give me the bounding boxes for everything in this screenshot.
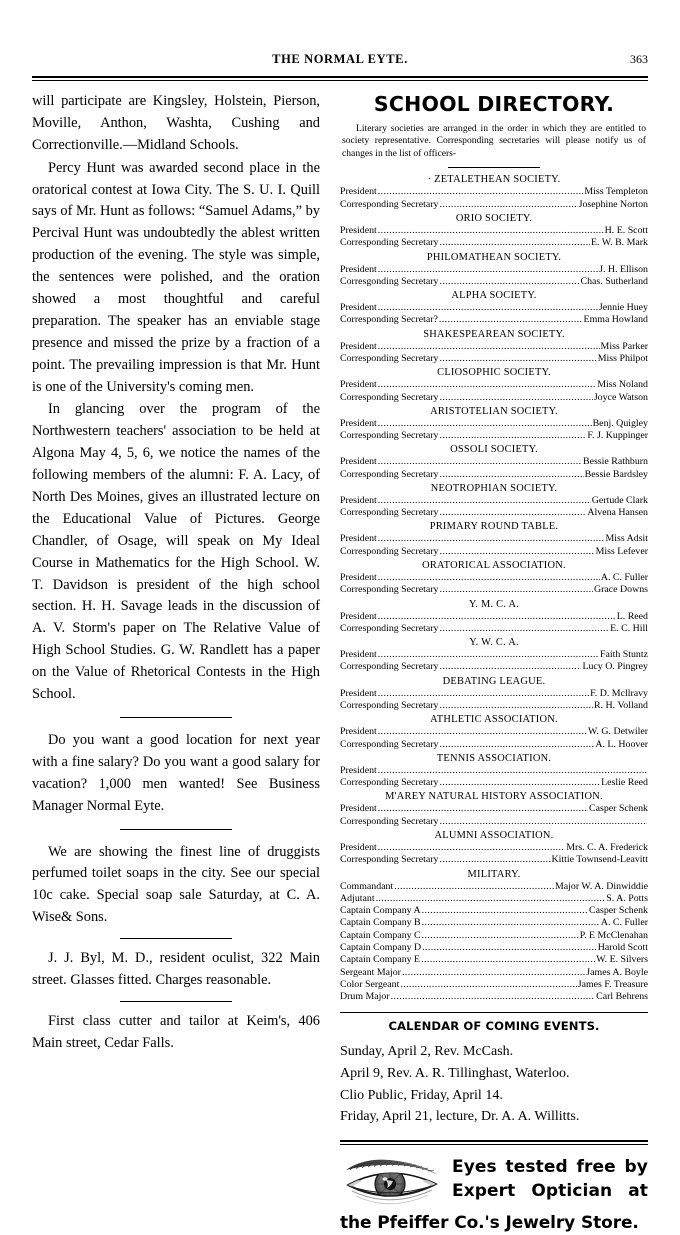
directory-entry	[340, 392, 648, 404]
society-name: ORATORICAL ASSOCIATION.	[422, 560, 566, 572]
entry-leader-dots	[391, 991, 596, 1003]
entry-role: Commandant	[340, 880, 394, 892]
society-block	[340, 868, 648, 1004]
article-divider	[120, 829, 232, 830]
article-byl-oculist-ad: J. J. Byl, M. D., resident oculist, 322 Main street. Glasses fitted. Charges reasonable.	[32, 950, 320, 988]
directory-entry	[340, 842, 648, 854]
entry-person: Miss Templeton	[584, 186, 648, 198]
society-name: OSSOLI SOCIETY.	[450, 444, 538, 456]
society-name: ORIO SOCIETY.	[455, 212, 533, 224]
entry-leader-dots	[421, 954, 595, 966]
entry-leader-dots	[439, 661, 581, 673]
society-block	[340, 251, 648, 289]
entry-person: Bessie Rathburn	[582, 456, 648, 468]
entry-person: Miss Philpot	[597, 352, 648, 364]
entry-leader-dots	[378, 611, 616, 623]
optician-advertisement[interactable]	[340, 1153, 648, 1235]
directory-entry	[340, 816, 648, 828]
entry-role: Corresponding Secretary	[340, 738, 439, 750]
entry-person: Grace Downs	[593, 584, 648, 596]
entry-leader-dots	[439, 469, 583, 481]
calendar-event: Sunday, April 2, Rev. McCash.	[340, 1044, 514, 1060]
directory-entry	[340, 314, 648, 326]
entry-role: President	[340, 841, 377, 853]
entry-role: President	[340, 186, 377, 198]
entry-role: Captain Company A	[340, 905, 421, 917]
entry-person: Casper Schenk	[589, 905, 648, 917]
entry-leader-dots	[378, 572, 600, 584]
entry-leader-dots	[394, 881, 554, 893]
entry-person: Leslie Reed	[601, 777, 648, 789]
society-name: M'AREY NATURAL HISTORY ASSOCIATION.	[385, 791, 603, 803]
entry-person: Harold Scott	[597, 941, 648, 953]
entry-role: President	[340, 456, 377, 468]
article-business-manager-ad: Do you want a good location for next year with a fine salary? Do you want a good salary for vacation? 1,000 men wanted! See Business Manager Normal Eyte.	[32, 731, 320, 814]
entry-role: President	[340, 803, 377, 815]
entry-person: Miss Parker	[600, 340, 648, 352]
running-head	[32, 52, 648, 74]
article-midland-schools: will participate are Kingsley, Holstein, Pierson, Moville, Anthon, Washta, Cushing and Correctionville.—Midland Schools.	[32, 93, 320, 153]
entry-role: Corresponding Secretar?	[340, 314, 438, 326]
left-column	[32, 91, 320, 1055]
directory-entry	[340, 379, 648, 391]
entry-leader-dots	[439, 816, 647, 828]
society-block	[340, 366, 648, 404]
entry-leader-dots	[422, 905, 588, 917]
directory-entry	[340, 930, 648, 942]
article-wise-soap-ad: We are showing the finest line of druggists perfumed toilet soaps in the city. See our special 10c cake. Special soap sale Saturday, at C. A. Wise& Sons.	[32, 843, 320, 926]
directory-entry	[340, 456, 648, 468]
entry-person: P. E McClenahan	[579, 929, 648, 941]
entry-leader-dots	[439, 700, 593, 712]
entry-leader-dots	[378, 379, 596, 391]
entry-leader-dots	[402, 967, 585, 979]
entry-role: Corresponding Secretary	[340, 777, 439, 789]
society-block	[340, 675, 648, 713]
entry-person: A. L. Hoover	[595, 738, 648, 750]
society-block	[340, 328, 648, 366]
directory-entry	[340, 341, 648, 353]
entry-leader-dots	[439, 777, 600, 789]
entry-leader-dots	[378, 302, 598, 314]
society-name: PHILOMATHEAN SOCIETY.	[426, 251, 562, 263]
directory-entry	[340, 979, 648, 991]
directory-entry	[340, 942, 648, 954]
calendar-divider	[340, 1012, 648, 1013]
directory-entry	[340, 611, 648, 623]
society-name: TENNIS ASSOCIATION.	[436, 752, 552, 764]
directory-entry	[340, 777, 648, 789]
entry-person: J. H. Ellison	[599, 263, 648, 275]
entry-role: Corresponding Secretary	[340, 391, 439, 403]
entry-role: Corresponding Secretary	[340, 545, 439, 557]
directory-entry	[340, 803, 648, 815]
directory-entry	[340, 967, 648, 979]
entry-leader-dots	[422, 942, 597, 954]
directory-entry	[340, 954, 648, 966]
entry-leader-dots	[378, 533, 605, 545]
entry-role: Corresponding Secretary	[340, 815, 439, 827]
entry-role: President	[340, 417, 377, 429]
entry-leader-dots	[439, 507, 586, 519]
entry-person: H. E. Scott	[604, 224, 648, 236]
entry-role: Corresponding Secretary	[340, 430, 439, 442]
entry-leader-dots	[439, 199, 577, 211]
entry-person: Benj. Quigley	[592, 417, 648, 429]
entry-person: Gertude Clark	[591, 494, 648, 506]
entry-person: Faith Stuntz	[599, 649, 648, 661]
entry-role: Captain Company E	[340, 954, 421, 966]
article-divider	[120, 717, 232, 718]
society-block	[340, 443, 648, 481]
entry-person: Bessie Bardsley	[584, 468, 648, 480]
advertisement-divider	[340, 1140, 648, 1145]
society-block	[340, 212, 648, 250]
entry-leader-dots	[378, 225, 604, 237]
society-name: MILITARY.	[467, 868, 521, 880]
entry-person: F. J. Kuppinger	[587, 430, 648, 442]
entry-person: James F. Treasure	[577, 978, 648, 990]
society-block	[340, 790, 648, 828]
entry-leader-dots	[439, 392, 592, 404]
society-name: · ZETALETHEAN SOCIETY.	[427, 174, 561, 186]
directory-entry	[340, 430, 648, 442]
directory-entry	[340, 495, 648, 507]
article-northwestern-program: In glancing over the program of the Northwestern teachers' association to be held at Algona May 4, 5, 6, we notice the names of the following members of the alumni: F. A. Lacy, of North Des Moines, gives an illustrated lecture on the Educational Value of Pictures. George Chandler, of Osage, will speak on My Ideal Course in Mathematics for the High School. W. T. Davidson is president of the high school section. H. H. Savage leads in the discussion of A. V. Storm's paper on The Relative Value of High School Studies. G. W. Randlett has a paper on the Value of Rhetorical Contests in the High School.	[32, 401, 320, 703]
entry-person: Joyce Watson	[593, 391, 648, 403]
entry-person: A. C. Fuller	[600, 572, 648, 584]
entry-role: Captain Company B	[340, 917, 421, 929]
directory-entry	[340, 199, 648, 211]
entry-leader-dots	[439, 237, 589, 249]
entry-leader-dots	[378, 803, 588, 815]
entry-role: President	[340, 764, 377, 776]
header-divider	[32, 76, 648, 81]
directory-entry	[340, 688, 648, 700]
entry-leader-dots	[439, 276, 579, 288]
society-name: ATHLETIC ASSOCIATION.	[430, 714, 558, 726]
directory-entry	[340, 726, 648, 738]
society-block	[340, 289, 648, 327]
entry-leader-dots	[439, 623, 609, 635]
directory-entry	[340, 584, 648, 596]
society-block	[340, 752, 648, 790]
entry-leader-dots	[378, 842, 566, 854]
entry-person: A. C. Fuller	[600, 917, 648, 929]
entry-role: Corresponding Secretary	[340, 661, 439, 673]
entry-role: Corresponding Secretary	[340, 352, 439, 364]
entry-role: President	[340, 533, 377, 545]
directory-entry	[340, 649, 648, 661]
entry-person: E. W. B. Mark	[590, 237, 648, 249]
ad-line-1: Eyes tested free by	[452, 1157, 648, 1178]
directory-entry	[340, 991, 648, 1003]
entry-person: Miss Noland	[597, 379, 648, 391]
entry-person: Jennie Huey	[598, 302, 648, 314]
entry-leader-dots	[439, 546, 594, 558]
entry-leader-dots	[422, 930, 579, 942]
calendar-event: April 9, Rev. A. R. Tillinghast, Waterloo.	[340, 1066, 570, 1082]
entry-person: Miss Lefever	[595, 545, 648, 557]
entry-role: Drum Major	[340, 991, 390, 1003]
eye-illustration-icon	[340, 1154, 444, 1210]
ad-line-3: the Pfeiffer Co.'s Jewelry Store.	[340, 1213, 639, 1234]
entry-person: Casper Schenk	[589, 803, 648, 815]
directory-entry	[340, 533, 648, 545]
directory-entry	[340, 917, 648, 929]
entry-person: S. A. Potts	[606, 892, 648, 904]
entry-role: President	[340, 572, 377, 584]
society-block	[340, 559, 648, 597]
entry-person: Kittie Townsend-Leavitt	[551, 854, 648, 866]
article-percy-hunt: Percy Hunt was awarded second place in the oratorical contest at Iowa City. The S. U. I. Quill says of Mr. Hunt as follows: “Samuel Adams,” by Percival Hunt was undoubtedly the ablest written production of the evening. The style was simple, the sentences were polished, and the oration showed a most thoughtful and careful preparation. The speaker has an enviable stage presence and missed the prize by a fraction of a point. The prevailing impression is that Mr. Hunt is one of the University's coming men.	[32, 159, 320, 395]
entry-role: Corresponding Secretary	[340, 237, 439, 249]
school-directory-intro: Literary societies are arranged in the order in which they are entitled to society representative. Corresponding secretaries will please notify us of changes in the list of officers-	[342, 123, 646, 159]
entry-leader-dots	[376, 893, 606, 905]
society-block	[340, 482, 648, 520]
entry-leader-dots	[378, 688, 589, 700]
entry-person: F. D. Mcllravy	[590, 687, 648, 699]
entry-role: President	[340, 687, 377, 699]
publication-title: THE NORMAL EYTE.	[272, 52, 408, 66]
directory-entry	[340, 893, 648, 905]
directory-entry	[340, 905, 648, 917]
society-name: DEBATING LEAGUE.	[442, 675, 546, 687]
entry-leader-dots	[378, 726, 587, 738]
entry-leader-dots	[439, 584, 593, 596]
entry-role: President	[340, 494, 377, 506]
entry-person: R. H. Volland	[594, 700, 648, 711]
society-name: Y. M. C. A.	[468, 598, 520, 610]
entry-role: Corresponding Secretary	[340, 198, 439, 210]
entry-leader-dots	[378, 341, 600, 353]
entry-role: President	[340, 224, 377, 236]
directory-divider	[448, 167, 540, 168]
entry-leader-dots	[439, 430, 586, 442]
entry-role: Corresponding Secretary	[340, 622, 439, 634]
directory-entry	[340, 739, 648, 751]
society-name: Y. W. C. A.	[469, 637, 519, 649]
entry-person: Josephine Norton	[578, 198, 648, 210]
entry-role: Color Sergeant	[340, 978, 400, 990]
directory-entry	[340, 353, 648, 365]
society-name: NEOTROPHIAN SOCIETY.	[430, 482, 558, 494]
right-column	[340, 91, 648, 1235]
entry-leader-dots	[439, 854, 550, 866]
directory-entry	[340, 507, 648, 519]
entry-person: E. C. Hill	[610, 622, 648, 634]
society-name: CLIOSOPHIC SOCIETY.	[437, 367, 551, 379]
entry-person: Lucy O. Pingrey	[582, 661, 648, 673]
directory-entry	[340, 623, 648, 635]
directory-entry	[340, 881, 648, 893]
entry-person: Miss Adsit	[605, 533, 648, 545]
society-block	[340, 829, 648, 867]
directory-entry	[340, 237, 648, 249]
page-number: 363	[630, 52, 648, 66]
entry-role: Sergeant Major	[340, 966, 401, 978]
entry-role: Captain Company C	[340, 929, 421, 941]
society-name: SHAKESPEAREAN SOCIETY.	[423, 328, 565, 340]
entry-leader-dots	[439, 739, 594, 751]
directory-entry	[340, 469, 648, 481]
entry-person: Emma Howland	[583, 314, 648, 326]
entry-person: Alvena Hansen	[587, 507, 648, 519]
ad-line-2: Expert Optician at	[452, 1181, 648, 1202]
calendar-event: Clio Public, Friday, April 14.	[340, 1087, 503, 1103]
entry-role: President	[340, 302, 377, 314]
entry-leader-dots	[378, 264, 598, 276]
entry-role: President	[340, 263, 377, 275]
society-block	[340, 713, 648, 751]
entry-role: Corresgonding Secretary	[340, 275, 439, 287]
directory-entry	[340, 225, 648, 237]
directory-entry	[340, 276, 648, 288]
entry-person: Chas. Sutherland	[580, 275, 648, 287]
entry-person: W. E. Silvers	[596, 954, 648, 966]
entry-role: Corresponding Secretary	[340, 854, 439, 866]
directory-list	[340, 173, 648, 1003]
entry-leader-dots	[378, 765, 647, 777]
entry-role: Captain Company D	[340, 941, 422, 953]
entry-leader-dots	[439, 314, 583, 326]
entry-person: Major W. A. Dinwiddie	[555, 880, 648, 892]
entry-role: President	[340, 379, 377, 391]
society-name: ALPHA SOCIETY.	[451, 290, 537, 302]
school-directory-title: SCHOOL DIRECTORY.	[373, 92, 615, 116]
entry-role: Corresponding Secretary	[340, 700, 439, 711]
society-name: ALUMNI ASSOCIATION.	[434, 829, 554, 841]
society-block	[340, 520, 648, 558]
directory-entry	[340, 418, 648, 430]
entry-person: Mrs. C. A. Frederick	[566, 841, 648, 853]
entry-leader-dots	[378, 456, 582, 468]
entry-role: Corresponding Secretary	[340, 468, 439, 480]
directory-entry	[340, 765, 648, 777]
entry-role: Corresponding Secretary	[340, 507, 439, 519]
directory-entry	[340, 264, 648, 276]
society-name: PRIMARY ROUND TABLE.	[429, 521, 559, 533]
society-block	[340, 405, 648, 443]
entry-leader-dots	[439, 353, 596, 365]
society-block	[340, 173, 648, 211]
calendar-list	[340, 1041, 648, 1128]
entry-role: Adjutant	[340, 892, 375, 904]
directory-entry	[340, 661, 648, 673]
entry-leader-dots	[378, 495, 591, 507]
article-keim-tailor-ad: First class cutter and tailor at Keim's, 406 Main street, Cedar Falls.	[32, 1012, 320, 1051]
article-divider	[120, 938, 232, 939]
entry-leader-dots	[422, 917, 600, 929]
calendar-title: CALENDAR OF COMING EVENTS.	[388, 1019, 600, 1034]
entry-role: President	[340, 340, 377, 352]
entry-person: James A. Boyle	[586, 966, 648, 978]
entry-person: Carl Behrens	[596, 991, 648, 1003]
entry-role: President	[340, 649, 377, 661]
directory-entry	[340, 572, 648, 584]
society-block	[340, 636, 648, 674]
directory-entry	[340, 854, 648, 866]
directory-entry	[340, 546, 648, 558]
entry-role: President	[340, 610, 377, 622]
directory-entry	[340, 302, 648, 314]
page-columns	[32, 91, 648, 1235]
directory-entry	[340, 700, 648, 712]
entry-role: Corresponding Secretary	[340, 584, 439, 596]
directory-entry	[340, 186, 648, 198]
entry-leader-dots	[378, 649, 599, 661]
entry-person: L. Reed	[616, 610, 648, 622]
article-divider	[120, 1001, 232, 1002]
entry-person: W. G. Detwiler	[588, 726, 648, 738]
calendar-event: Friday, April 21, lecture, Dr. A. A. Willitts.	[340, 1109, 580, 1125]
society-name: ARISTOTELIAN SOCIETY.	[430, 405, 558, 417]
society-block	[340, 598, 648, 636]
entry-role: President	[340, 726, 377, 738]
entry-leader-dots	[378, 418, 592, 430]
entry-leader-dots	[400, 979, 576, 991]
entry-leader-dots	[378, 186, 584, 198]
